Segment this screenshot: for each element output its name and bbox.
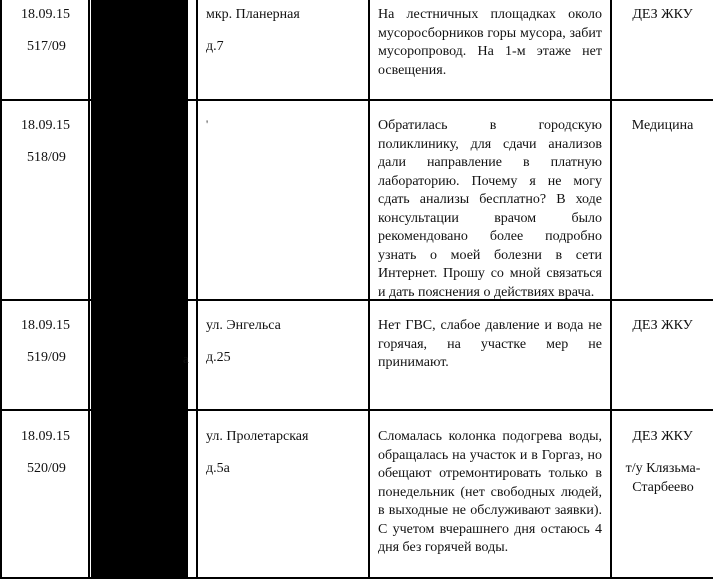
row-description: На лестничных площадках около мусоросборников горы мусора, забит мусоропровод. На 1-м этаже нет освещения. — [378, 7, 602, 78]
row-number: 520/09 — [27, 461, 66, 476]
row-number: 518/09 — [27, 150, 66, 165]
redacted-column — [91, 0, 188, 579]
row-category: Медицина — [631, 118, 694, 133]
border-date-col — [88, 0, 90, 579]
row-house: д.25 — [206, 350, 231, 365]
row-category: ДЕЗ ЖКУ — [632, 7, 693, 22]
row-description: Нет ГВС, слабое давление и вода не горячая, на участке мер не принимают. — [378, 318, 602, 370]
row-street: ул. Энгельса — [206, 318, 281, 333]
row-date: 18.09.15 — [21, 429, 70, 444]
row-street: ул. Пролетарская — [206, 429, 309, 444]
row-date: 18.09.15 — [21, 118, 70, 133]
border-desc-col — [368, 0, 370, 579]
row-date: 18.09.15 — [21, 318, 70, 333]
row-subcategory: т/у Клязьма-Старбеево — [625, 461, 701, 495]
row-number: 517/09 — [27, 39, 66, 54]
stray-mark: ' — [206, 117, 209, 131]
border-address-col — [196, 0, 198, 579]
row-category: ДЕЗ ЖКУ — [632, 429, 693, 444]
border-cat-col — [610, 0, 612, 579]
row-street: мкр. Планерная — [206, 7, 300, 22]
row-description: Сломалась колонка подогрева воды, обращалась на участок и в Горгаз, но обещают отремонтировать только в понедельник (нет свободных людей, в выходные не обслуживают заявки). С учетом вчерашнего дня остаюсь 4 дня без горячей воды. — [378, 429, 602, 555]
row-date: 18.09.15 — [21, 7, 70, 22]
row-number: 519/09 — [27, 350, 66, 365]
row-house: д.7 — [206, 39, 224, 54]
row-description: Обратилась в городскую поликлинику, для сдачи анализов дали направление в платную лабораторию. Почему я не могу сдать анализы бесплатно? В ходе консультации врачом было рекомендовано более подробно узнать о моей болезни в сети Интернет. Прошу со мной связаться и дать пояснения о действиях врача. — [378, 118, 602, 300]
row-category: ДЕЗ ЖКУ — [632, 318, 693, 333]
row-fragment: а — [183, 351, 189, 366]
border-left — [0, 0, 2, 579]
row-house: д.5а — [206, 461, 230, 476]
